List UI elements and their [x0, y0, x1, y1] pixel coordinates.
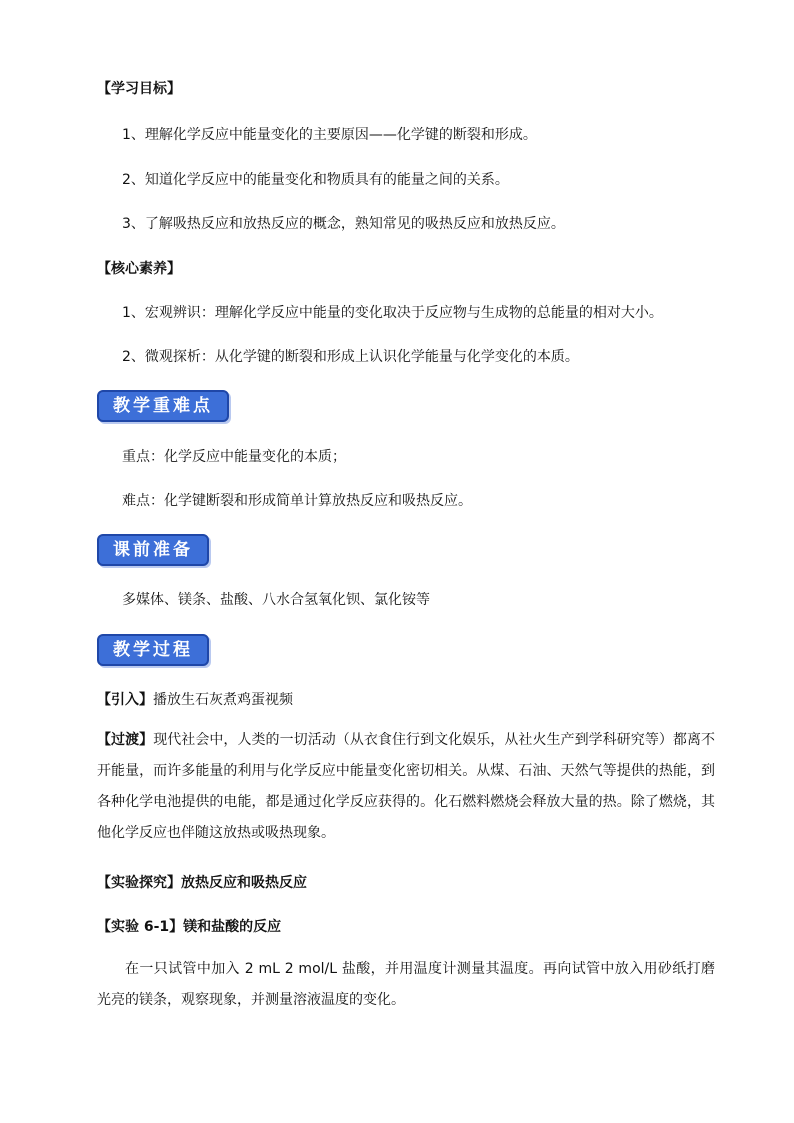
- objective-item-2: 2、知道化学反应中的能量变化和物质具有的能量之间的关系。: [122, 172, 509, 188]
- objectives-heading: 【学习目标】: [97, 81, 181, 97]
- literacy-item-2: 2、微观探析：从化学键的断裂和形成上认识化学能量与化学变化的本质。: [122, 349, 579, 365]
- experiment-label: 【实验 6-1】: [97, 919, 184, 935]
- explore-text: 放热反应和吸热反应: [181, 875, 307, 891]
- prep-materials: 多媒体、镁条、盐酸、八水合氢氧化钡、氯化铵等: [122, 592, 430, 608]
- process-badge: 教学过程: [97, 634, 209, 666]
- focus-text: 重点：化学反应中能量变化的本质；: [122, 449, 346, 465]
- objective-item-3: 3、了解吸热反应和放热反应的概念，熟知常见的吸热反应和放热反应。: [122, 216, 565, 232]
- transition-label: 【过渡】: [97, 732, 154, 748]
- transition-paragraph: [97, 725, 715, 849]
- literacy-heading: 【核心素养】: [97, 261, 181, 277]
- key-points-badge: 教学重难点: [97, 390, 229, 422]
- experiment-heading: [97, 916, 281, 936]
- experiment-paragraph: 在一只试管中加入 2 mL 2 mol/L 盐酸，并用温度计测量其温度。再向试管中放入用砂纸打磨光亮的镁条，观察现象，并测量溶液温度的变化。: [97, 961, 715, 1008]
- objective-item-1: 1、理解化学反应中能量变化的主要原因——化学键的断裂和形成。: [122, 127, 537, 143]
- difficulty-text: 难点：化学键断裂和形成简单计算放热反应和吸热反应。: [122, 493, 472, 509]
- intro-label: 【引入】: [97, 692, 153, 708]
- explore-label: 【实验探究】: [97, 875, 181, 891]
- explore-line: [97, 872, 307, 892]
- experiment-title: 镁和盐酸的反应: [183, 919, 282, 935]
- intro-text: 播放生石灰煮鸡蛋视频: [153, 692, 293, 708]
- transition-text: 现代社会中，人类的一切活动（从衣食住行到文化娱乐，从社火生产到学科研究等）都离不开能量，而许多能量的利用与化学反应中能量变化密切相关。从煤、石油、天然气等提供的热能，到各种化学电池提供的电能，都是通过化学反应获得的。化石燃料燃烧会释放大量的热。除了燃烧，其他化学反应也伴随这放热或吸热现象。: [97, 732, 715, 841]
- prep-badge: 课前准备: [97, 534, 209, 566]
- intro-line: [97, 689, 293, 709]
- literacy-item-1: 1、宏观辨识：理解化学反应中能量的变化取决于反应物与生成物的总能量的相对大小。: [122, 305, 663, 321]
